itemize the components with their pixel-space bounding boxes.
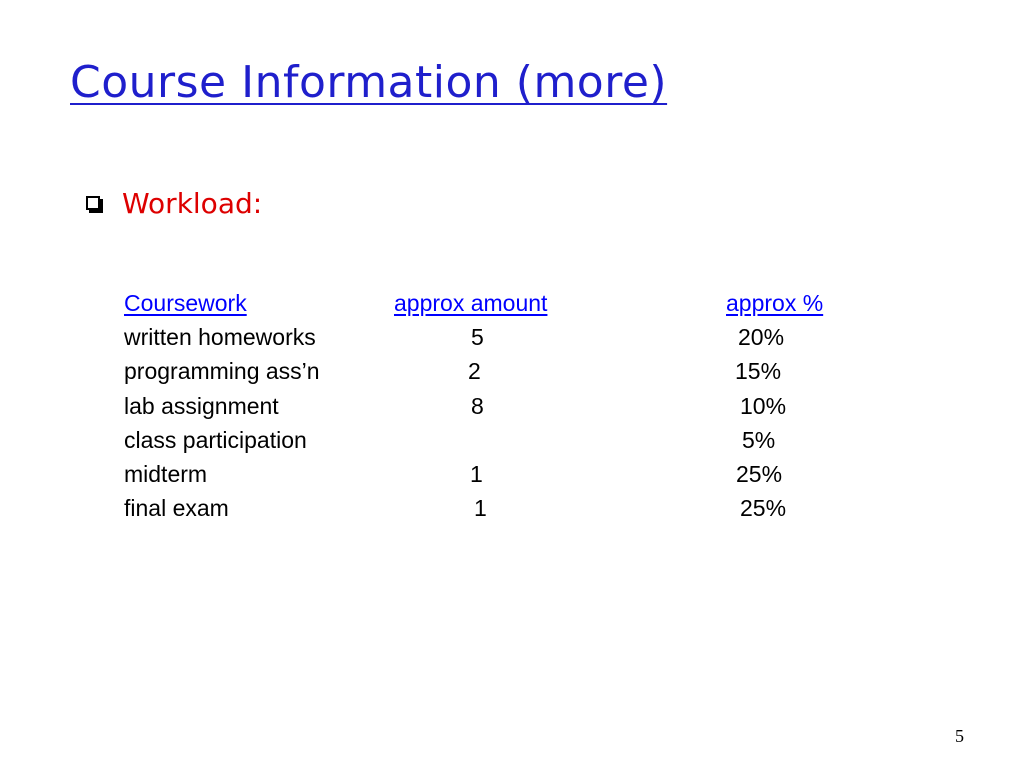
table-row — [124, 457, 882, 491]
slide-title[interactable]: Course Information (more) — [70, 57, 668, 108]
approx-percent-header[interactable]: approx % — [726, 290, 824, 317]
page-number: 5 — [955, 726, 964, 746]
approx-percent-value: 25% — [740, 495, 787, 522]
coursework-item: programming ass’n — [124, 358, 320, 385]
coursework-item: lab assignment — [124, 392, 279, 419]
coursework-item: written homeworks — [124, 324, 316, 351]
table-row — [124, 389, 882, 423]
coursework-header[interactable]: Coursework — [124, 290, 247, 317]
approx-amount-value: 8 — [471, 392, 484, 419]
table-row — [124, 354, 882, 388]
workload-label: Workload: — [122, 186, 263, 220]
approx-percent-value: 10% — [740, 392, 787, 419]
approx-percent-value: 5% — [742, 426, 776, 453]
approx-amount-value: 1 — [474, 495, 487, 522]
approx-percent-value: 15% — [735, 358, 782, 385]
approx-amount-header[interactable]: approx amount — [394, 290, 548, 317]
approx-amount-value: 2 — [468, 358, 481, 385]
approx-amount-value: 5 — [471, 324, 484, 351]
workload-table — [124, 286, 882, 525]
coursework-item: midterm — [124, 461, 208, 488]
table-row — [124, 491, 882, 525]
approx-percent-value: 25% — [736, 461, 783, 488]
table-row — [124, 423, 882, 457]
approx-amount-value — [394, 423, 726, 457]
workload-table-body — [124, 286, 882, 525]
coursework-item: class participation — [124, 426, 307, 453]
table-row — [124, 320, 882, 354]
approx-percent-value: 20% — [738, 324, 785, 351]
approx-amount-value: 1 — [470, 461, 483, 488]
square-bullet-icon — [86, 196, 100, 210]
table-header-row — [124, 286, 882, 320]
coursework-item: final exam — [124, 495, 229, 522]
workload-bullet — [86, 183, 262, 223]
